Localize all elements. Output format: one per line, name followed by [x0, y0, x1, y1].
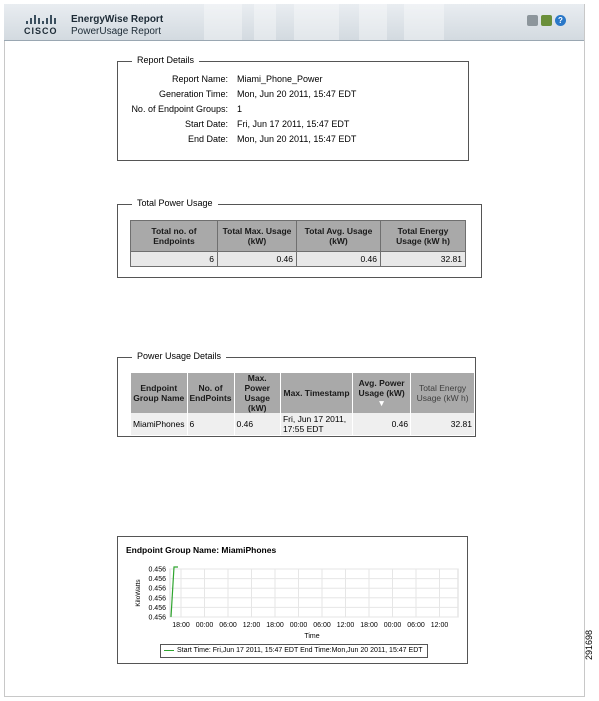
header-decoration [204, 4, 242, 40]
x-tick-label: 06:00 [407, 622, 425, 629]
x-tick-label: 00:00 [289, 622, 308, 629]
header-decoration [254, 4, 276, 40]
y-tick-label: 0.456 [148, 576, 166, 584]
y-tick-label: 0.456 [148, 604, 166, 612]
export-icon[interactable] [541, 15, 552, 26]
x-tick-label: 12:00 [430, 622, 449, 629]
y-tick-label: 0.456 [148, 595, 166, 603]
endpoint-groups-value: 1 [237, 104, 243, 114]
sort-arrow-icon[interactable]: ▼ [377, 398, 386, 408]
table-cell: 0.46 [353, 413, 411, 435]
column-header: Max. Power Usage (kW) [234, 373, 280, 413]
report-name-label: Report Name: [171, 74, 228, 84]
legend-label: Start Time: Fri,Jun 17 2011, 15:47 EDT End Time:Mon,Jun 20 2011, 15:47 EDT [177, 647, 423, 654]
total-power-usage-legend: Total Power Usage [132, 198, 218, 208]
table-cell: 32.81 [411, 413, 475, 435]
x-tick-label: 18:00 [172, 622, 190, 629]
x-tick-label: 12:00 [336, 622, 355, 629]
x-tick-label: 18:00 [360, 622, 378, 629]
x-tick-label: 12:00 [242, 622, 261, 629]
plot-area [170, 569, 458, 617]
y-tick-label: 0.456 [148, 585, 166, 593]
x-tick-label: 18:00 [266, 622, 284, 629]
table-header-row [131, 221, 466, 252]
x-tick-label: 00:00 [195, 622, 214, 629]
column-header: Total Energy Usage (kW h) [381, 221, 466, 252]
app-title: EnergyWise Report [71, 14, 164, 25]
report-details-panel [117, 55, 469, 161]
column-header: Total Avg. Usage (kW) [297, 221, 381, 252]
legend-line-swatch [164, 650, 174, 651]
chart-title: Endpoint Group Name: MiamiPhones [126, 545, 277, 555]
help-icon[interactable]: ? [555, 15, 566, 26]
start-date-label: Start Date: [184, 119, 228, 129]
report-details-legend: Report Details [132, 55, 199, 65]
x-tick-label: 06:00 [219, 622, 237, 629]
report-header [4, 4, 584, 41]
column-header: Total Energy Usage (kW h) [411, 373, 475, 413]
column-header: No. of EndPoints [187, 373, 234, 413]
y-axis-label: KiloWatts [135, 579, 142, 607]
figure-id: 291698 [584, 629, 594, 660]
chart-legend [160, 644, 428, 658]
cisco-logo-icon [26, 14, 56, 24]
y-tick-label: 0.456 [148, 614, 166, 622]
table-cell: 0.46 [297, 252, 381, 267]
generation-time-label: Generation Time: [158, 89, 228, 99]
column-header: Max. Timestamp [280, 373, 352, 413]
end-date-value: Mon, Jun 20 2011, 15:47 EDT [237, 134, 357, 144]
table-cell: Fri, Jun 17 2011, 17:55 EDT [280, 413, 352, 435]
generation-time-value: Mon, Jun 20 2011, 15:47 EDT [237, 89, 357, 99]
header-decoration [404, 4, 444, 40]
table-cell: 6 [131, 252, 218, 267]
column-header-label: Avg. Power Usage (kW) [358, 378, 405, 398]
table-header-row [131, 373, 475, 413]
column-header-sortable[interactable] [353, 373, 411, 413]
table-row [131, 413, 475, 435]
endpoint-groups-label: No. of Endpoint Groups: [131, 104, 228, 114]
report-name-value: Miami_Phone_Power [237, 74, 323, 84]
x-axis-label: Time [304, 633, 320, 640]
x-tick-label: 06:00 [313, 622, 331, 629]
y-tick-label: 0.456 [148, 566, 166, 574]
column-header: Total no. of Endpoints [131, 221, 218, 252]
power-usage-details-panel [117, 351, 476, 437]
header-decoration [294, 4, 339, 40]
header-toolbar [527, 15, 566, 26]
start-date-value: Fri, Jun 17 2011, 15:47 EDT [237, 119, 350, 129]
report-subtitle: PowerUsage Report [71, 26, 162, 37]
total-power-usage-panel [117, 198, 482, 278]
power-usage-details-table [131, 373, 475, 435]
end-date-label: End Date: [187, 134, 228, 144]
series-line [171, 567, 178, 617]
power-usage-details-legend: Power Usage Details [132, 351, 226, 361]
table-cell: 0.46 [218, 252, 297, 267]
column-header: Endpoint Group Name [131, 373, 187, 413]
x-tick-label: 00:00 [383, 622, 402, 629]
table-cell: 6 [187, 413, 234, 435]
table-cell: MiamiPhones [131, 413, 187, 435]
print-icon[interactable] [527, 15, 538, 26]
table-row [131, 252, 466, 267]
header-decoration [359, 4, 387, 40]
total-power-usage-table [130, 220, 466, 267]
table-cell: 32.81 [381, 252, 466, 267]
cisco-logo-text: CISCO [24, 26, 58, 36]
table-cell: 0.46 [234, 413, 280, 435]
column-header: Total Max. Usage (kW) [218, 221, 297, 252]
